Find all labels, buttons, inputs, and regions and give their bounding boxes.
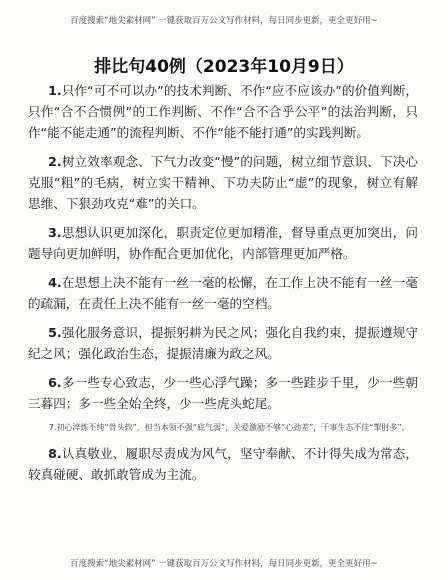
item-number: 5. (48, 325, 62, 340)
item-text: 多一些专心致志，少一些心浮气躁；多一些跬步千里，少一些朝三暮四；多一些全始全终，少一些虎头蛇尾。 (28, 375, 418, 411)
item-text: 思想认识更加深化，职责定位更加精准，督导重点更加突出，问题导向更加鲜明，协作配合更加优化，内部管理更加严格。 (28, 225, 418, 261)
list-item (28, 151, 418, 214)
item-text: 强化服务意识，提振躬耕为民之风；强化自我约束，提振遵规守纪之风；强化政治生态，提振清廉为政之风。 (28, 325, 418, 361)
item-number: 3. (48, 225, 62, 240)
item-number: 1. (48, 83, 62, 98)
list-item (28, 272, 418, 314)
item-number: 8. (48, 446, 62, 461)
list-item (28, 80, 418, 143)
list-item (28, 222, 418, 264)
header-banner: 百度搜索“地尖素材网” 一键获取百万公文写作材料，每日同步更新，更全更好用~ (70, 16, 378, 26)
list-item (28, 372, 418, 414)
list-item (28, 322, 418, 364)
item-number: 4. (48, 275, 62, 290)
list-item (28, 443, 418, 485)
item-number: 2. (48, 154, 62, 169)
item-number: 6. (48, 375, 62, 390)
item-text: 认真敬业、履职尽责成为风气，坚守奉献、不计得失成为常态，较真碰硬、敢抓敢管成为主流。 (28, 446, 418, 482)
document-body (28, 80, 418, 493)
item-number: 7. (48, 423, 57, 432)
item-text: 只作“可不可以办”的技术判断、不作“应不应该办”的价值判断，只作“合不合惯例”的工作判断、不作“合不合乎公平”的法治判断，只作“能不能走通”的流程判断、不作“能不能打通”的实践判断。 (28, 83, 418, 140)
footer-banner: 百度搜索“地尖素材网” 一键获取百万公文写作材料，每日同步更新，更全更好用~ (70, 559, 378, 569)
item-text: 树立效率观念、下气力改变“慢”的问题，树立细节意识、下决心克服“粗”的毛病，树立实干精神、下功夫防止“虚”的现象，树立有解思维、下狠劲攻克“难”的关口。 (28, 154, 418, 211)
item-text: 初心淬炼不纯“骨头软”，担当本领不强“底气弱”，关爱激励不够“心劲差”，干事生态不佳“掣肘多”。 (56, 423, 410, 432)
item-text: 在思想上决不能有一丝一毫的松懈，在工作上决不能有一丝一毫的疏漏，在责任上决不能有一丝一毫的空档。 (28, 275, 418, 311)
document-title: 排比句40例（2023年10月9日） (94, 57, 354, 77)
list-item (28, 420, 418, 435)
